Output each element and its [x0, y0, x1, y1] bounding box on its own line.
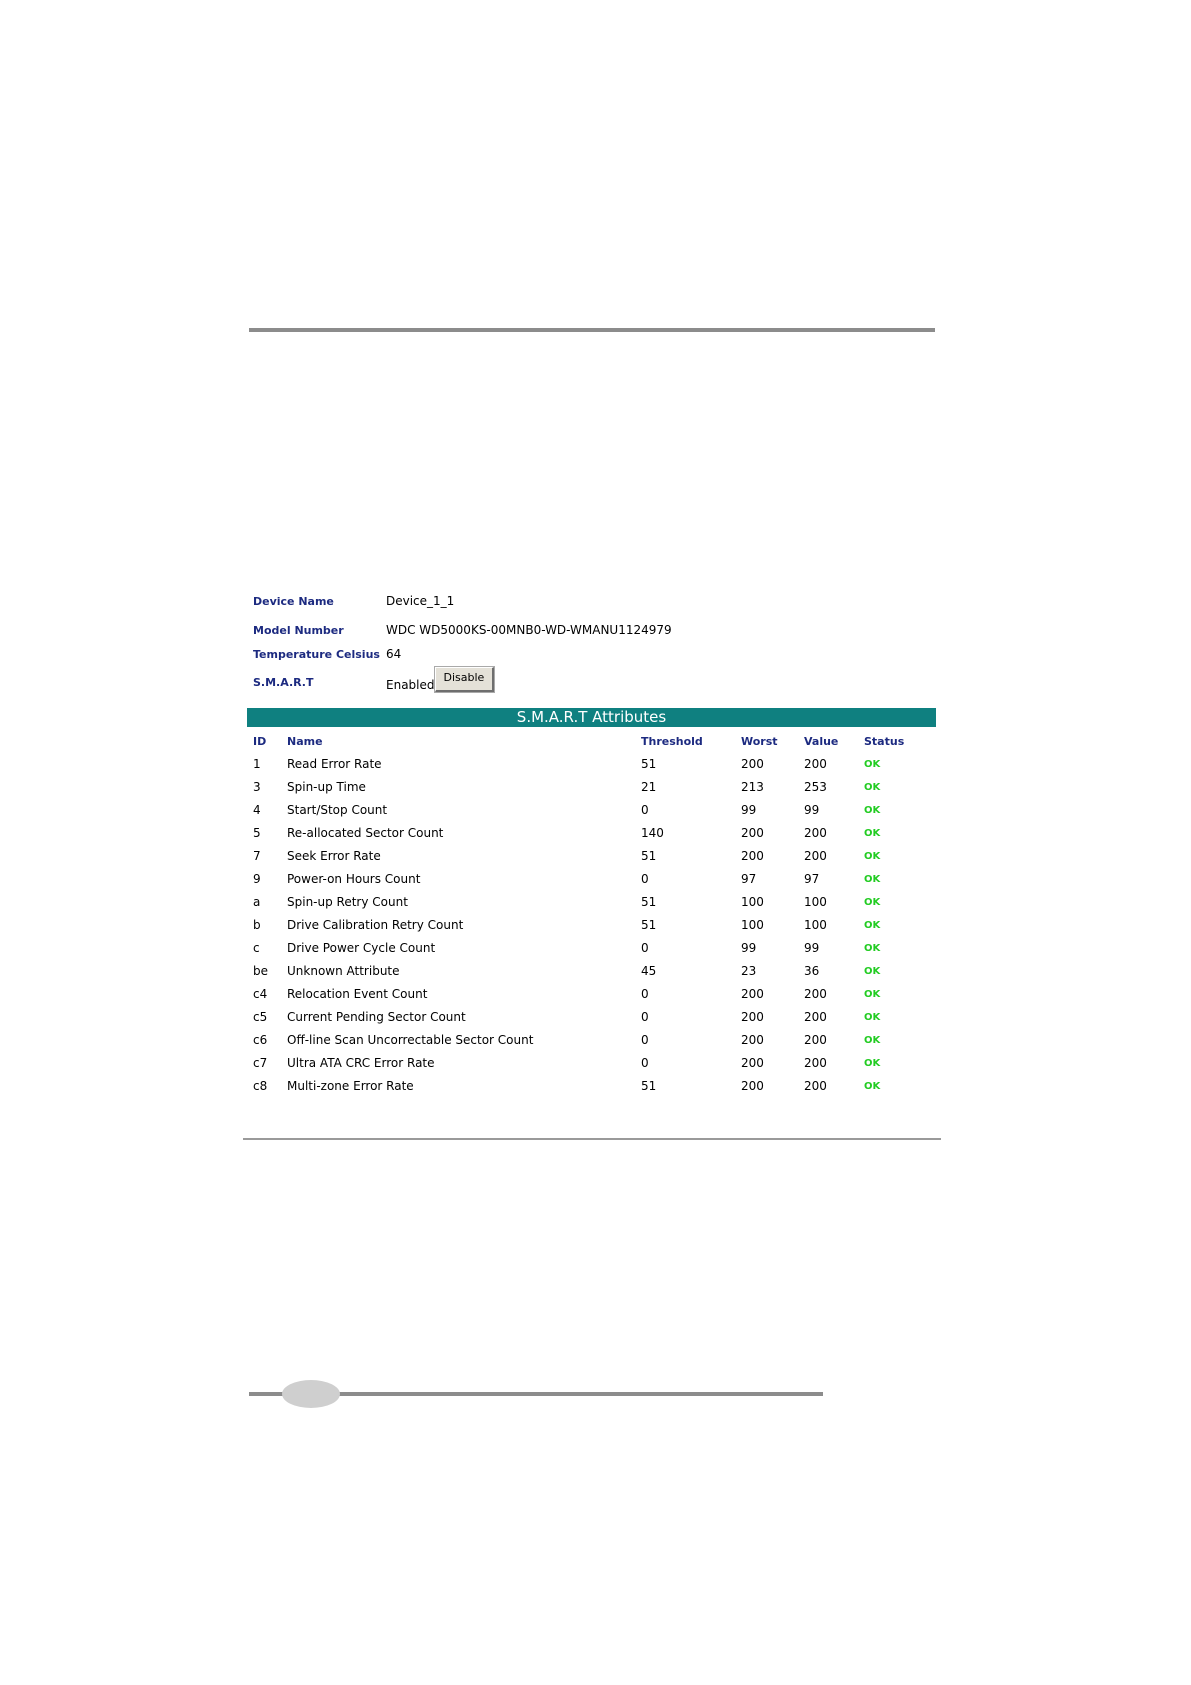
cell-value: 100 — [804, 918, 827, 932]
table-row — [247, 1075, 936, 1098]
cell-status: OK — [864, 943, 881, 954]
cell-threshold: 0 — [641, 1010, 649, 1024]
cell-threshold: 0 — [641, 872, 649, 886]
cell-worst: 200 — [741, 849, 764, 863]
cell-name: Unknown Attribute — [287, 964, 400, 978]
cell-id: 4 — [253, 803, 261, 817]
cell-value: 200 — [804, 1010, 827, 1024]
table-row — [247, 822, 936, 845]
cell-threshold: 45 — [641, 964, 657, 978]
cell-name: Drive Calibration Retry Count — [287, 918, 464, 932]
cell-worst: 200 — [741, 757, 764, 771]
cell-id: c8 — [253, 1079, 268, 1093]
cell-threshold: 140 — [641, 826, 664, 840]
cell-value: 200 — [804, 987, 827, 1001]
cell-threshold: 51 — [641, 757, 657, 771]
table-row — [247, 799, 936, 822]
cell-name: Spin-up Retry Count — [287, 895, 408, 909]
cell-value: 99 — [804, 803, 820, 817]
cell-name: Re-allocated Sector Count — [287, 826, 444, 840]
cell-worst: 99 — [741, 803, 757, 817]
disable-button[interactable]: Disable — [435, 667, 495, 692]
cell-value: 200 — [804, 1033, 827, 1047]
cell-name: Relocation Event Count — [287, 987, 428, 1001]
cell-status: OK — [864, 851, 881, 862]
cell-value: 200 — [804, 826, 827, 840]
cell-value: 100 — [804, 895, 827, 909]
cell-id: 1 — [253, 757, 261, 771]
cell-threshold: 51 — [641, 918, 657, 932]
cell-worst: 100 — [741, 918, 764, 932]
table-row — [247, 845, 936, 868]
cell-name: Seek Error Rate — [287, 849, 381, 863]
model-number-value: WDC WD5000KS-00MNB0-WD-WMANU1124979 — [386, 623, 672, 637]
device-name-row — [253, 591, 454, 611]
cell-id: c4 — [253, 987, 268, 1001]
table-row — [247, 960, 936, 983]
column-header-value: Value — [804, 735, 839, 748]
table-row — [247, 1029, 936, 1052]
table-header — [247, 730, 936, 753]
bottom-rule — [243, 1138, 941, 1140]
cell-value: 200 — [804, 1079, 827, 1093]
cell-name: Start/Stop Count — [287, 803, 388, 817]
cell-worst: 200 — [741, 1010, 764, 1024]
cell-id: 5 — [253, 826, 261, 840]
cell-status: OK — [864, 897, 881, 908]
table-row — [247, 914, 936, 937]
model-number-row — [253, 620, 672, 640]
cell-status: OK — [864, 805, 881, 816]
cell-status: OK — [864, 782, 881, 793]
cell-threshold: 0 — [641, 941, 649, 955]
cell-worst: 100 — [741, 895, 764, 909]
cell-worst: 200 — [741, 987, 764, 1001]
cell-id: 7 — [253, 849, 261, 863]
column-header-worst: Worst — [741, 735, 778, 748]
column-header-status: Status — [864, 735, 905, 748]
cell-threshold: 51 — [641, 849, 657, 863]
table-row — [247, 868, 936, 891]
cell-value: 200 — [804, 849, 827, 863]
cell-value: 36 — [804, 964, 820, 978]
cell-status: OK — [864, 1012, 881, 1023]
cell-id: 9 — [253, 872, 261, 886]
temperature-label: Temperature Celsius — [253, 647, 380, 661]
cell-worst: 99 — [741, 941, 757, 955]
smart-row — [253, 672, 494, 692]
cell-status: OK — [864, 1058, 881, 1069]
table-row — [247, 1052, 936, 1075]
cell-id: a — [253, 895, 261, 909]
smart-label: S.M.A.R.T — [253, 675, 314, 689]
cell-status: OK — [864, 920, 881, 931]
cell-status: OK — [864, 828, 881, 839]
cell-id: c — [253, 941, 260, 955]
smart-attributes-table — [247, 730, 936, 1098]
cell-id: be — [253, 964, 268, 978]
page-number-oval — [282, 1380, 340, 1408]
top-rule — [249, 328, 935, 332]
cell-value: 99 — [804, 941, 820, 955]
cell-threshold: 0 — [641, 1033, 649, 1047]
cell-name: Multi-zone Error Rate — [287, 1079, 414, 1093]
cell-id: c5 — [253, 1010, 268, 1024]
table-row — [247, 776, 936, 799]
cell-worst: 200 — [741, 1056, 764, 1070]
device-name-value: Device_1_1 — [386, 594, 455, 608]
cell-value: 200 — [804, 757, 827, 771]
cell-value: 200 — [804, 1056, 827, 1070]
cell-value: 253 — [804, 780, 827, 794]
temperature-row — [253, 644, 401, 664]
cell-threshold: 51 — [641, 895, 657, 909]
cell-threshold: 0 — [641, 1056, 649, 1070]
cell-id: c7 — [253, 1056, 268, 1070]
cell-name: Ultra ATA CRC Error Rate — [287, 1056, 435, 1070]
column-header-threshold: Threshold — [641, 735, 703, 748]
cell-threshold: 0 — [641, 803, 649, 817]
cell-threshold: 0 — [641, 987, 649, 1001]
temperature-value: 64 — [386, 647, 402, 661]
cell-name: Current Pending Sector Count — [287, 1010, 466, 1024]
cell-name: Power-on Hours Count — [287, 872, 421, 886]
cell-worst: 200 — [741, 1033, 764, 1047]
column-header-id: ID — [253, 735, 267, 748]
cell-id: b — [253, 918, 261, 932]
table-row — [247, 891, 936, 914]
smart-status: Enabled — [386, 678, 435, 692]
table-row — [247, 753, 936, 776]
device-name-label: Device Name — [253, 594, 334, 608]
table-row — [247, 1006, 936, 1029]
cell-threshold: 21 — [641, 780, 657, 794]
cell-threshold: 51 — [641, 1079, 657, 1093]
cell-id: c6 — [253, 1033, 268, 1047]
cell-name: Read Error Rate — [287, 757, 382, 771]
cell-status: OK — [864, 966, 881, 977]
model-number-label: Model Number — [253, 623, 344, 637]
cell-status: OK — [864, 759, 881, 770]
table-row — [247, 983, 936, 1006]
cell-worst: 97 — [741, 872, 757, 886]
cell-id: 3 — [253, 780, 261, 794]
column-header-name: Name — [287, 735, 323, 748]
cell-value: 97 — [804, 872, 820, 886]
cell-worst: 200 — [741, 826, 764, 840]
cell-status: OK — [864, 1081, 881, 1092]
table-row — [247, 937, 936, 960]
cell-name: Off-line Scan Uncorrectable Sector Count — [287, 1033, 534, 1047]
cell-name: Drive Power Cycle Count — [287, 941, 436, 955]
cell-name: Spin-up Time — [287, 780, 366, 794]
cell-status: OK — [864, 989, 881, 1000]
smart-attributes-title: S.M.A.R.T Attributes — [247, 708, 936, 727]
cell-worst: 213 — [741, 780, 764, 794]
cell-worst: 23 — [741, 964, 757, 978]
cell-status: OK — [864, 1035, 881, 1046]
cell-worst: 200 — [741, 1079, 764, 1093]
cell-status: OK — [864, 874, 881, 885]
